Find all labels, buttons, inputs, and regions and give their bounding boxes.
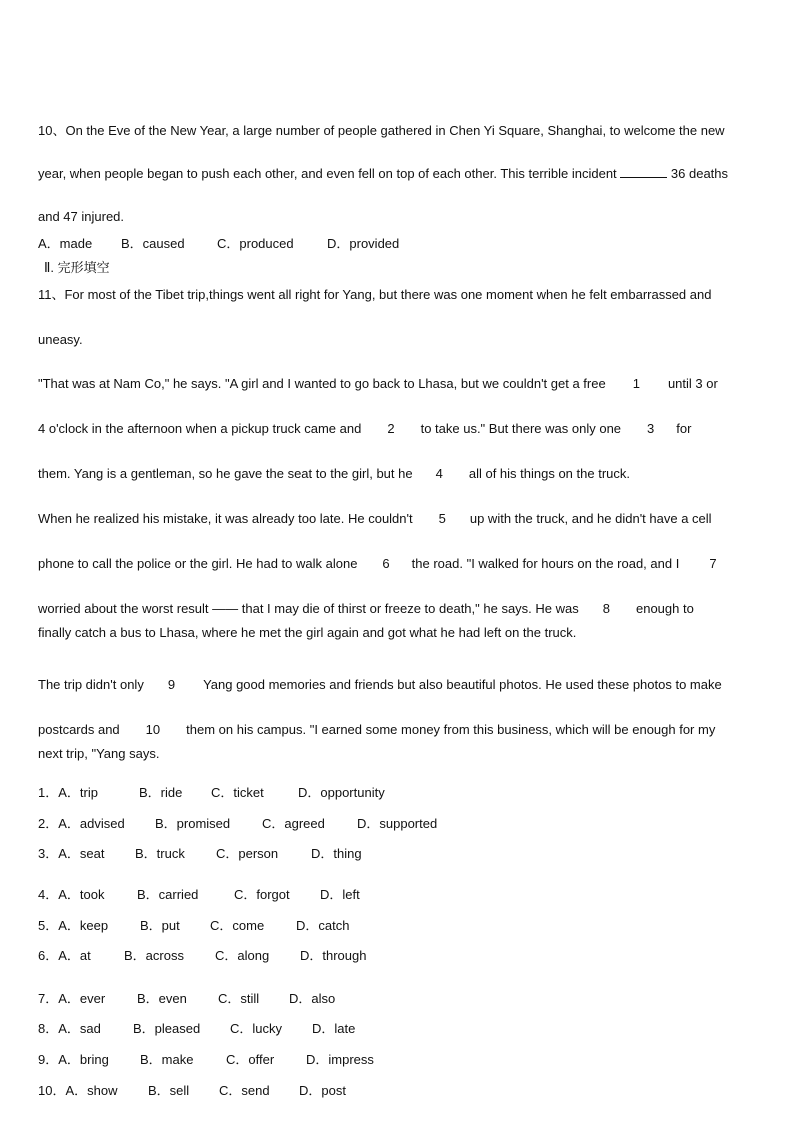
answer-blank [620, 165, 667, 178]
option-a: 10．A．show [38, 1083, 118, 1098]
options-row [38, 1083, 346, 1099]
option-c: C．lucky [230, 1021, 283, 1036]
options-row [38, 785, 385, 801]
option-c: C．person [216, 846, 279, 861]
passage-line [38, 421, 691, 437]
q10-option-a: A．made [38, 236, 93, 251]
option-a: 2．A．advised [38, 816, 125, 831]
q10-option-d: D．provided [327, 236, 400, 251]
options-row [38, 846, 362, 862]
passage-line [38, 376, 718, 392]
options-row [38, 991, 335, 1007]
passage-line [38, 625, 576, 641]
q10-option-b: B．caused [121, 236, 185, 251]
option-d: D．left [320, 887, 360, 902]
blank-number: 2 [387, 421, 395, 436]
option-a: 3．A．seat [38, 846, 105, 861]
passage-text: enough to [635, 601, 694, 616]
passage-line [38, 556, 717, 572]
passage-text: the road. "I walked for hours on the road, and I [411, 556, 680, 571]
option-b: B．across [124, 948, 184, 963]
option-a: 1．A．trip [38, 785, 98, 800]
passage-text: them. Yang is a gentleman, so he gave the seat to the girl, but he [38, 466, 413, 481]
q10-line-2-end: 36 deaths [670, 166, 729, 181]
blank-number: 8 [602, 601, 610, 616]
passage-text: postcards and [38, 722, 120, 737]
options-row [38, 948, 366, 964]
option-c: C．offer [226, 1052, 275, 1067]
option-a: 4．A．took [38, 887, 105, 902]
q10-line-1: 10、On the Eve of the New Year, a large number of people gathered in Chen Yi Square, Shanghai, to welcome the new [38, 123, 725, 138]
passage-text: finally catch a bus to Lhasa, where he met the girl again and got what he had left on the truck. [38, 625, 577, 640]
option-c: C．still [218, 991, 260, 1006]
option-a: 5．A．keep [38, 918, 109, 933]
option-b: B．ride [139, 785, 183, 800]
blank-number: 5 [438, 511, 446, 526]
option-b: B．put [140, 918, 180, 933]
passage-text: next trip, "Yang says. [38, 746, 160, 761]
passage-text: up with the truck, and he didn't have a cell [469, 511, 712, 526]
blank-number: 3 [647, 421, 655, 436]
section-heading: Ⅱ. 完形填空 [44, 260, 110, 275]
passage-line [38, 746, 159, 762]
option-d: D．post [299, 1083, 346, 1098]
passage-text: "That was at Nam Co," he says. "A girl and I wanted to go back to Lhasa, but we couldn't get a free [38, 376, 606, 391]
option-b: B．make [140, 1052, 194, 1067]
q10-line-3: and 47 injured. [38, 209, 125, 224]
passage-line [38, 511, 712, 527]
options-row [38, 816, 437, 832]
passage-line [38, 601, 694, 617]
option-a: 6．A．at [38, 948, 91, 963]
passage-text: worried about the worst result —— that I may die of thirst or freeze to death," he says. He was [38, 601, 579, 616]
options-row [38, 1021, 355, 1037]
option-b: B．even [137, 991, 187, 1006]
options-row [38, 1052, 374, 1068]
passage-text: phone to call the police or the girl. He had to walk alone [38, 556, 358, 571]
option-c: C．send [219, 1083, 270, 1098]
q10-options [38, 236, 399, 252]
blank-number: 6 [382, 556, 390, 571]
option-c: C．along [215, 948, 270, 963]
option-c: C．agreed [262, 816, 325, 831]
option-d: D．thing [311, 846, 362, 861]
option-d: D．supported [357, 816, 438, 831]
passage-text: for [676, 421, 692, 436]
option-d: D．late [312, 1021, 356, 1036]
passage-line [38, 722, 715, 738]
passage-line [38, 466, 630, 482]
option-b: B．truck [135, 846, 185, 861]
q10-option-c: C．produced [217, 236, 294, 251]
passage-text: Yang good memories and friends but also beautiful photos. He used these photos to make [203, 677, 722, 692]
passage-line [38, 677, 722, 693]
blank-number: 9 [167, 677, 176, 692]
option-b: B．carried [137, 887, 199, 902]
option-b: B．promised [155, 816, 231, 831]
option-d: D．through [300, 948, 367, 963]
passage-text: to take us." But there was only one [420, 421, 622, 436]
q11-intro-2: uneasy. [38, 332, 83, 347]
option-b: B．sell [148, 1083, 190, 1098]
option-d: D．opportunity [298, 785, 385, 800]
option-b: B．pleased [133, 1021, 201, 1036]
option-d: D．impress [306, 1052, 374, 1067]
option-a: 9．A．bring [38, 1052, 109, 1067]
option-a: 7．A．ever [38, 991, 106, 1006]
blank-number: 10 [145, 722, 161, 737]
passage-text: When he realized his mistake, it was already too late. He couldn't [38, 511, 413, 526]
blank-number: 7 [709, 556, 717, 571]
q10-line-2 [38, 165, 728, 182]
options-row [38, 918, 349, 934]
q10-line-2-text: year, when people began to push each other, and even fell on top of each other. This terrible incident [38, 166, 617, 181]
option-a: 8．A．sad [38, 1021, 101, 1036]
q11-intro-1: 11、For most of the Tibet trip,things went all right for Yang, but there was one moment when he felt embarrassed and [38, 287, 712, 302]
option-d: D．catch [296, 918, 350, 933]
passage-text: 4 o'clock in the afternoon when a pickup truck came and [38, 421, 362, 436]
passage-text: them on his campus. "I earned some money from this business, which will be enough for my [186, 722, 716, 737]
passage-text: until 3 or [667, 376, 718, 391]
option-d: D．also [289, 991, 336, 1006]
option-c: C．ticket [211, 785, 264, 800]
blank-number: 4 [435, 466, 443, 481]
options-row [38, 887, 360, 903]
passage-text: all of his things on the truck. [468, 466, 630, 481]
option-c: C．come [210, 918, 265, 933]
option-c: C．forgot [234, 887, 290, 902]
passage-text: The trip didn't only [38, 677, 144, 692]
blank-number: 1 [632, 376, 640, 391]
